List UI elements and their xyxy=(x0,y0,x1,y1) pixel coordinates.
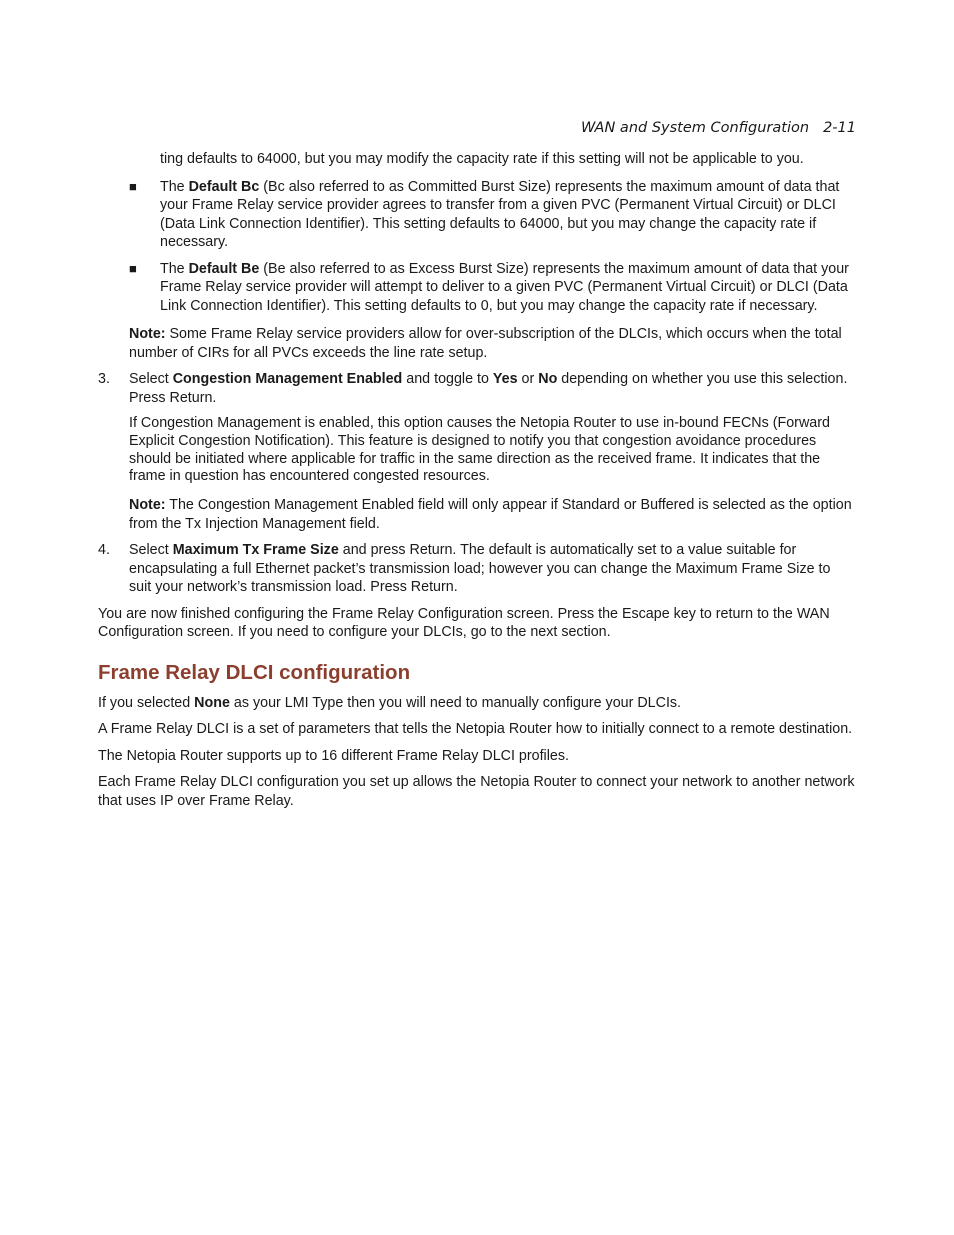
running-header xyxy=(581,120,856,136)
term-none: None xyxy=(194,694,230,711)
header-title: WAN and System Configuration xyxy=(580,120,810,136)
term-no: No xyxy=(538,371,558,387)
bullet-mark: ■ xyxy=(129,178,137,194)
page-body xyxy=(98,148,856,810)
step-number: 3. xyxy=(98,371,110,387)
term-max-tx-frame-size: Maximum Tx Frame Size xyxy=(172,542,339,559)
step-3: 3. Select Congestion Management Enabled and toggle to Yes or No depending on whether you use this selection. Press Return. xyxy=(98,371,848,406)
bullet-default-be: ■ The Default Be (Be also referred to as Excess Burst Size) represents the maximum amount of data that your Frame Relay service provider will attempt to deliver to a given PVC (Permanent Virtual Circuit) or DLCI (Data Link Connection Identifier). This setting defaults to 0, but you may change the capacity rate if necessary. xyxy=(129,260,849,314)
bullet-mark: ■ xyxy=(129,260,137,276)
term-default-be: Default Be xyxy=(188,260,260,277)
congestion-management-paragraph: If Congestion Management is enabled, this option causes the Netopia Router to use in-bound FECNs (Forward Explicit Congestion Notification). This feature is designed to notify you that congestion avoidance procedures should be initiated where applicable for traffic in the same direction as the received frame. It indicates that the frame in question has encountered congested resources. xyxy=(129,415,830,485)
section-paragraph-3: The Netopia Router supports up to 16 different Frame Relay DLCI profiles. xyxy=(98,747,569,764)
step-4: 4. Select Maximum Tx Frame Size and press Return. The default is automatically set to a value suitable for encapsulating a full Ethernet packet’s transmission load; however you can change the Maximum Frame Size to suit your network’s transmission load. Press Return. xyxy=(98,542,831,596)
term-yes: Yes xyxy=(492,371,518,387)
section-paragraph-4: Each Frame Relay DLCI configuration you set up allows the Netopia Router to connect your network to another network that uses IP over Frame Relay. xyxy=(98,774,855,809)
section-heading: Frame Relay DLCI configuration xyxy=(98,660,411,684)
page-number: 2-11 xyxy=(823,120,856,136)
note-oversubscription: Note: Some Frame Relay service providers allow for over-subscription of the DLCIs, which occurs when the total number of CIRs for all PVCs exceeds the line rate setup. xyxy=(129,326,842,361)
term-congestion-management: Congestion Management Enabled xyxy=(172,371,403,387)
finished-paragraph: You are now finished configuring the Frame Relay Configuration screen. Press the Escape key to return to the WAN Configuration screen. If you need to configure your DLCIs, go to the next section. xyxy=(98,605,830,641)
section-paragraph-2: A Frame Relay DLCI is a set of parameters that tells the Netopia Router how to initially connect to a remote destination. xyxy=(98,721,853,738)
note-label: Note: xyxy=(129,497,166,514)
bullet-default-bc: ■ The Default Bc (Bc also referred to as Committed Burst Size) represents the maximum amount of data that your Frame Relay service provider agrees to transfer from a given PVC (Permanent Virtual Circuit) or DLCI (Data Link Connection Identifier). This setting defaults to 64000, but you may change the capacity rate if necessary. xyxy=(129,178,840,250)
step-number: 4. xyxy=(98,542,110,559)
continuation-paragraph: ting defaults to 64000, but you may modify the capacity rate if this setting will not be applicable to you. xyxy=(160,151,804,167)
section-paragraph-1: If you selected None as your LMI Type then you will need to manually configure your DLCIs. xyxy=(98,694,682,711)
term-default-bc: Default Bc xyxy=(188,178,260,195)
note-congestion-field: Note: The Congestion Management Enabled field will only appear if Standard or Buffered is selected as the option from the Tx Injection Management field. xyxy=(129,497,852,532)
note-label: Note: xyxy=(129,326,166,342)
